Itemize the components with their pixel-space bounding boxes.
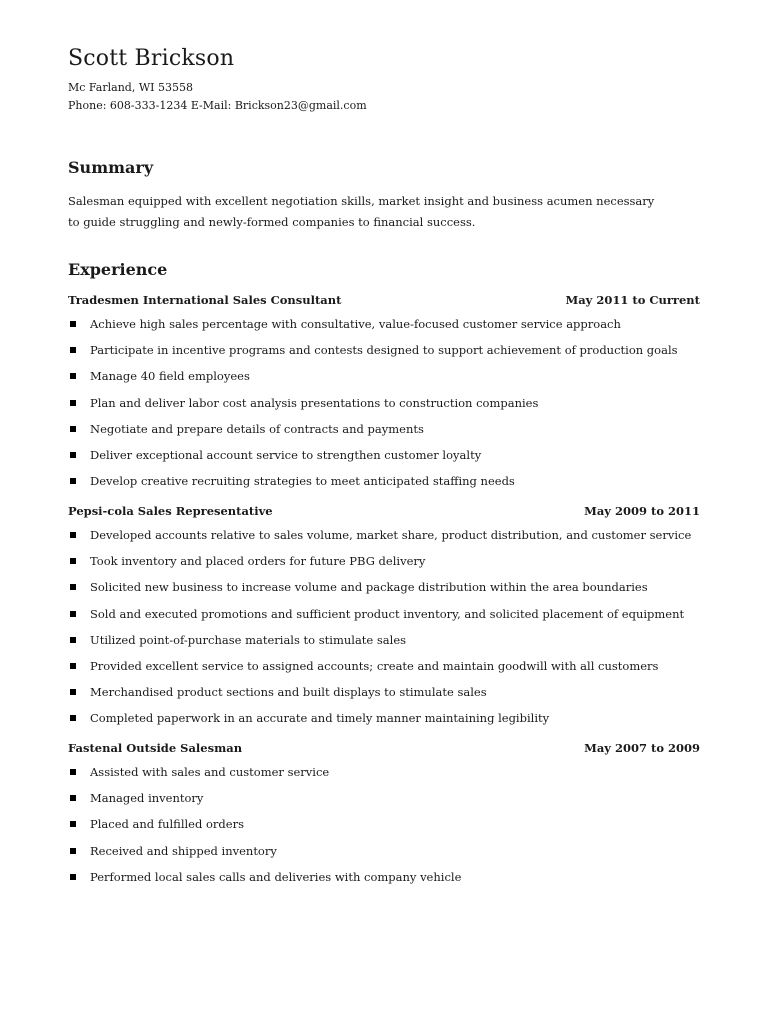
job-dates: May 2007 to 2009	[584, 741, 700, 755]
job-bullets	[68, 316, 700, 499]
job-title: Fastenal Outside Salesman	[68, 741, 243, 755]
list-item	[68, 684, 700, 710]
job-header	[68, 741, 700, 755]
bullet-square-icon	[70, 452, 76, 458]
list-item	[68, 764, 700, 790]
bullet-square-icon	[70, 689, 76, 695]
list-item-text: Merchandised product sections and built displays to stimulate sales	[90, 685, 487, 700]
bullet-square-icon	[70, 795, 76, 801]
job-bullets	[68, 527, 700, 737]
list-item-text: Utilized point-of-purchase materials to stimulate sales	[90, 632, 407, 647]
list-item-text: Negotiate and prepare details of contracts and payments	[90, 421, 424, 436]
bullet-square-icon	[70, 584, 76, 590]
list-item-text: Received and shipped inventory	[90, 843, 277, 858]
list-item-text: Solicited new business to increase volume and package distribution within the area boundaries	[90, 580, 648, 595]
list-item-text: Developed accounts relative to sales volume, market share, product distribution, and customer service	[90, 528, 692, 542]
bullet-square-icon	[70, 663, 76, 669]
bullet-square-icon	[70, 400, 76, 406]
list-item-text: Manage 40 field employees	[90, 369, 250, 384]
job-header	[68, 504, 700, 518]
bullet-square-icon	[70, 715, 76, 721]
address-line: Mc Farland, WI 53558	[68, 81, 193, 94]
summary-heading: Summary	[68, 158, 154, 177]
bullet-square-icon	[70, 373, 76, 379]
list-item	[68, 342, 700, 368]
list-item	[68, 710, 700, 736]
list-item-text: Completed paperwork in an accurate and timely manner maintaining legibility	[90, 711, 550, 726]
list-item	[68, 658, 700, 684]
list-item	[68, 606, 700, 632]
list-item	[68, 395, 700, 421]
list-item	[68, 632, 700, 658]
list-item	[68, 527, 700, 553]
list-item-text: Participate in incentive programs and contests designed to support achievement of production goals	[90, 343, 678, 358]
list-item-text: Achieve high sales percentage with consultative, value-focused customer service approach	[90, 317, 621, 331]
list-item	[68, 473, 700, 499]
bullet-square-icon	[70, 347, 76, 353]
list-item	[68, 790, 700, 816]
summary-text: Salesman equipped with excellent negotiation skills, market insight and business acumen necessary to guide struggling and newly-formed companies to financial success.	[68, 194, 655, 229]
list-item-text: Sold and executed promotions and sufficient product inventory, and solicited placement of equipment	[90, 606, 685, 621]
list-item-text: Assisted with sales and customer service	[90, 765, 330, 779]
resume-name: Scott Brickson	[68, 46, 235, 71]
list-item	[68, 316, 700, 342]
list-item	[68, 368, 700, 394]
list-item-text: Deliver exceptional account service to strengthen customer loyalty	[90, 447, 482, 462]
list-item	[68, 816, 700, 842]
list-item	[68, 843, 700, 869]
bullet-square-icon	[70, 821, 76, 827]
job-header	[68, 293, 700, 307]
job-dates: May 2011 to Current	[565, 293, 700, 307]
list-item	[68, 869, 700, 895]
list-item-text: Plan and deliver labor cost analysis presentations to construction companies	[90, 395, 539, 410]
bullet-square-icon	[70, 874, 76, 880]
list-item-text: Provided excellent service to assigned accounts; create and maintain goodwill with all customers	[90, 658, 659, 673]
bullet-square-icon	[70, 478, 76, 484]
list-item-text: Develop creative recruiting strategies to meet anticipated staffing needs	[90, 474, 515, 489]
job-title: Tradesmen International Sales Consultant	[68, 293, 342, 307]
list-item	[68, 421, 700, 447]
bullet-square-icon	[70, 848, 76, 854]
experience-heading: Experience	[68, 260, 168, 279]
contact-line: Phone: 608-333-1234 E-Mail: Brickson23@gmail.com	[68, 99, 367, 112]
list-item	[68, 447, 700, 473]
list-item-text: Performed local sales calls and deliveries with company vehicle	[90, 869, 462, 884]
bullet-square-icon	[70, 532, 76, 538]
bullet-square-icon	[70, 426, 76, 432]
list-item-text: Placed and fulfilled orders	[90, 817, 244, 832]
list-item	[68, 579, 700, 605]
bullet-square-icon	[70, 558, 76, 564]
job-bullets	[68, 764, 700, 895]
bullet-square-icon	[70, 769, 76, 775]
bullet-square-icon	[70, 611, 76, 617]
list-item	[68, 553, 700, 579]
job-title: Pepsi-cola Sales Representative	[68, 504, 273, 518]
job-dates: May 2009 to 2011	[584, 504, 700, 518]
bullet-square-icon	[70, 321, 76, 327]
bullet-square-icon	[70, 637, 76, 643]
list-item-text: Managed inventory	[90, 791, 204, 806]
list-item-text: Took inventory and placed orders for future PBG delivery	[90, 554, 426, 569]
